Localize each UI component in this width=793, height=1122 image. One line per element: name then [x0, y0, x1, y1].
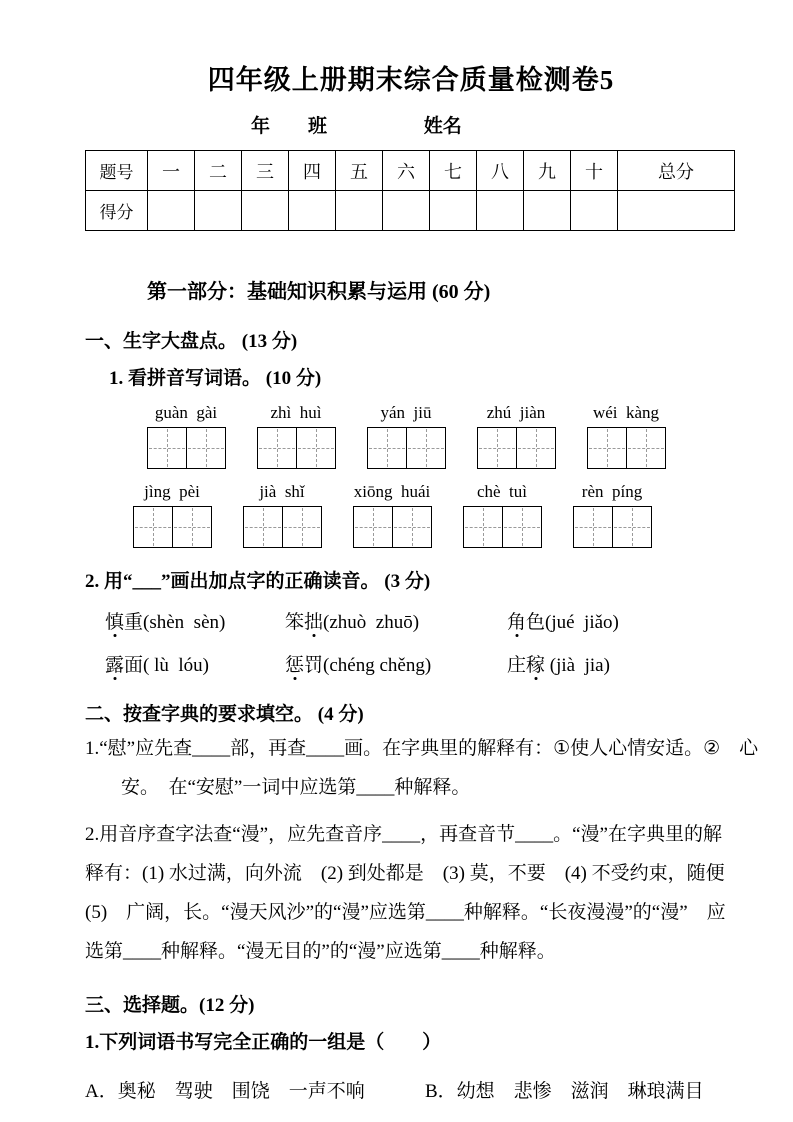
option-a: A．奥秘 驾驶 围饶 一声不响: [85, 1080, 365, 1102]
score-col-2: 二: [195, 151, 242, 191]
dotted-char: 慎: [105, 607, 124, 634]
qnum-label: 题号: [86, 151, 148, 191]
score-table-header-row: [86, 151, 735, 191]
score-cell: [477, 191, 524, 231]
pinyin-word: [227, 482, 337, 548]
pronunciation-item: [105, 650, 285, 677]
dictionary-question-2: 2.用音序查字法查“漫”，应先查音序____，再查音节____。“漫”在字典里的解释有：(1) 水过满，向外流 (2) 到处都是 (3) 莫，不要 (4) 不受约束，随便 (5) 广阔，长。“漫天风沙”的“漫”应选第____种解释。“长夜漫漫”的“漫” 应选第____种解释。“漫无目的”的“漫”应选第____种解释。: [85, 823, 744, 962]
score-col-3: 三: [242, 151, 289, 191]
score-table-score-row: [86, 191, 735, 231]
pinyin-word: [117, 482, 227, 548]
section3-heading: 三、选择题。(12 分): [85, 994, 255, 1016]
dotted-char: 露: [105, 650, 124, 677]
pinyin-word: [337, 482, 447, 548]
writing-cell: [477, 427, 517, 469]
pinyin-label: guàn gài: [154, 403, 218, 422]
pinyin-row-1: [131, 403, 737, 469]
dotted-char: 角: [507, 607, 526, 634]
question2-heading: 2. 用“___”画出加点字的正确读音。 (3 分): [85, 571, 431, 592]
writing-cell: [573, 506, 613, 548]
pinyin-row-2: [117, 482, 737, 548]
score-col-total: 总分: [618, 151, 735, 191]
score-cell: [430, 191, 477, 231]
writing-cell: [147, 427, 187, 469]
writing-cell: [626, 427, 666, 469]
pronunciation-item: [507, 650, 610, 677]
dotted-char: 拙: [304, 607, 323, 634]
score-cell: [242, 191, 289, 231]
score-col-9: 九: [524, 151, 571, 191]
writing-grid: [117, 506, 227, 548]
word-text: (zhuò zhuō): [323, 612, 420, 633]
writing-grid: [571, 427, 681, 469]
writing-cell: [612, 506, 652, 548]
pinyin-label: rèn píng: [581, 482, 643, 501]
score-cell: [571, 191, 618, 231]
pronunciation-exercise: [105, 607, 737, 677]
question1-heading: 1. 看拼音写词语。 (10 分): [109, 368, 322, 389]
writing-cell: [406, 427, 446, 469]
part1-heading: 第一部分：基础知识积累与运用 (60 分): [147, 281, 491, 303]
score-col-6: 六: [383, 151, 430, 191]
word-text: 笨: [285, 612, 305, 633]
word-text: 面( lù lóu): [124, 655, 209, 676]
pinyin-label: chè tuì: [476, 482, 528, 501]
writing-grid: [227, 506, 337, 548]
choice-question1-heading: 1.下列词语书写完全正确的一组是（ ）: [85, 1031, 442, 1053]
word-text: (jià jia): [545, 655, 610, 676]
section1-heading: 一、生字大盘点。 (13 分): [85, 331, 298, 352]
word-text: 罚(chéng chěng): [304, 655, 432, 676]
pinyin-label: yán jiū: [380, 403, 432, 422]
pinyin-word: [571, 403, 681, 469]
writing-grid: [351, 427, 461, 469]
writing-grid: [241, 427, 351, 469]
pinyin-word: [131, 403, 241, 469]
score-cell: [524, 191, 571, 231]
writing-grid: [131, 427, 241, 469]
score-table: [85, 150, 735, 231]
writing-cell: [463, 506, 503, 548]
pinyin-label: jìng pèi: [144, 482, 200, 501]
score-cell: [383, 191, 430, 231]
pronunciation-row-1: [105, 607, 737, 634]
word-text: 庄: [507, 655, 527, 676]
pronunciation-item: [285, 607, 507, 634]
dotted-char: 稼: [526, 650, 545, 677]
word-text: 重(shèn sèn): [124, 612, 226, 633]
score-col-10: 十: [571, 151, 618, 191]
pinyin-word: [557, 482, 667, 548]
score-col-8: 八: [477, 151, 524, 191]
score-cell: [148, 191, 195, 231]
pinyin-label: xiōng huái: [353, 482, 431, 501]
writing-cell: [502, 506, 542, 548]
writing-cell: [133, 506, 173, 548]
writing-cell: [172, 506, 212, 548]
pinyin-label: jià shǐ: [259, 482, 305, 501]
name-label: 姓名: [423, 116, 462, 137]
option-b: B．幼想 悲惨 滋润 琳琅满目: [425, 1080, 704, 1102]
writing-grid: [557, 506, 667, 548]
score-col-5: 五: [336, 151, 383, 191]
pinyin-label: zhú jiàn: [486, 403, 546, 422]
pronunciation-item: [105, 607, 285, 634]
pinyin-word: [461, 403, 571, 469]
page-title: 四年级上册期末综合质量检测卷5: [207, 65, 615, 95]
pronunciation-row-2: [105, 650, 737, 677]
score-cell: [336, 191, 383, 231]
writing-cell: [392, 506, 432, 548]
score-cell: [289, 191, 336, 231]
choice-options-line: [85, 1076, 737, 1103]
score-cell: [195, 191, 242, 231]
writing-cell: [587, 427, 627, 469]
pinyin-label: wéi kàng: [592, 403, 660, 422]
class-label: 年 班: [251, 116, 328, 137]
pronunciation-item: [507, 607, 619, 634]
score-col-7: 七: [430, 151, 477, 191]
writing-cell: [282, 506, 322, 548]
score-col-1: 一: [148, 151, 195, 191]
writing-cell: [243, 506, 283, 548]
writing-cell: [296, 427, 336, 469]
writing-cell: [516, 427, 556, 469]
pronunciation-item: [285, 650, 507, 677]
dotted-char: 惩: [285, 650, 304, 677]
writing-grid: [337, 506, 447, 548]
dictionary-question-1: 1.“慰”应先查____部，再查____画。在字典里的解释有：①使人心情安适。② 心安。 在“安慰”一词中应选第____种解释。: [85, 738, 759, 798]
writing-cell: [367, 427, 407, 469]
writing-cell: [257, 427, 297, 469]
writing-grid: [447, 506, 557, 548]
word-text: 色(jué jiǎo): [526, 612, 619, 633]
writing-grid: [461, 427, 571, 469]
writing-cell: [353, 506, 393, 548]
pinyin-word: [447, 482, 557, 548]
pinyin-label: zhì huì: [270, 403, 322, 422]
score-cell-total: [618, 191, 735, 231]
writing-cell: [186, 427, 226, 469]
section2-heading: 二、按查字典的要求填空。 (4 分): [85, 704, 364, 725]
score-col-4: 四: [289, 151, 336, 191]
pinyin-word: [241, 403, 351, 469]
pinyin-word: [351, 403, 461, 469]
score-label: 得分: [86, 191, 148, 231]
student-info-line: [85, 111, 737, 138]
